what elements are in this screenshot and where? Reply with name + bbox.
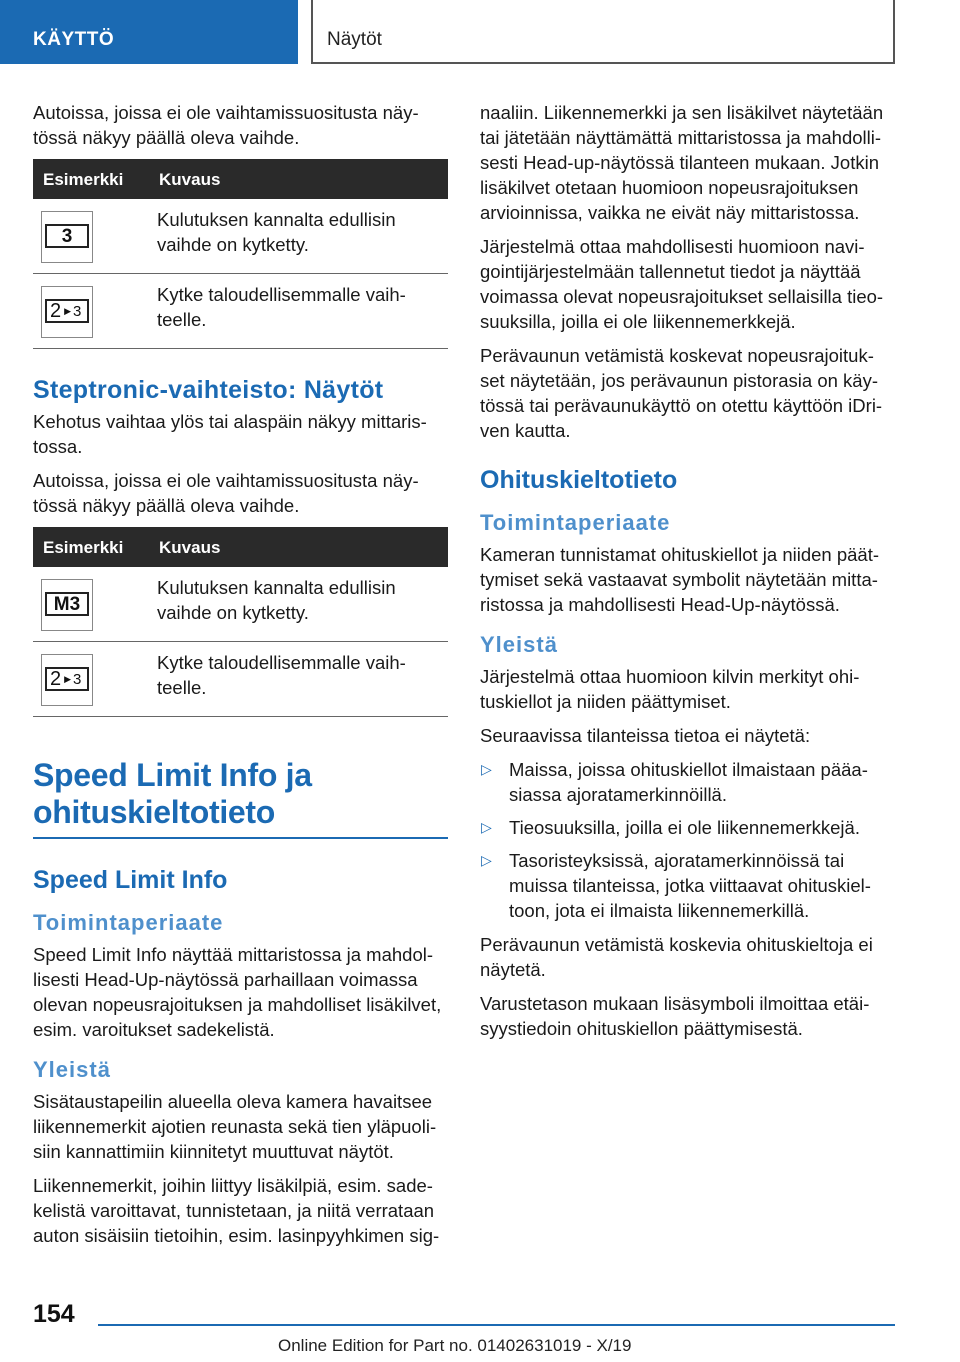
list-item: ▷ Tasoristeyksissä, ajoratamerkinnöissä tai muissa tilanteissa, jotka viittaavat ohituskiel-toon, jota ei ilmaista liikennemerkillä. <box>481 850 871 921</box>
edition-text: Online Edition for Part no. 01402631019 - X/19 <box>278 1336 632 1355</box>
shift-up-icon <box>41 286 93 338</box>
steptronic-paragraph-1: Kehotus vaihtaa ylös tai alaspäin näkyy mittaris-tossa. <box>33 411 427 457</box>
footer-divider <box>98 1324 895 1326</box>
principle-heading: Toimintaperiaate <box>33 910 224 935</box>
table-header-example: Esimerkki <box>33 159 153 199</box>
gear-to: 3 <box>73 670 82 688</box>
general-paragraph-1: Järjestelmä ottaa huomioon kilvin merkityt ohi-tuskiellot ja niiden päättymiset. <box>480 666 860 712</box>
triangle-bullet-icon: ▷ <box>481 852 492 868</box>
gear-label: 3 <box>61 225 73 247</box>
gear-from: 2 <box>50 299 62 322</box>
general-heading: Yleistä <box>33 1057 111 1082</box>
shift-up-icon <box>41 654 93 706</box>
distance-paragraph: Varustetason mukaan lisäsymboli ilmoittaa etäi-syystiedoin ohituskiellon päättymisestä. <box>480 993 870 1039</box>
left-column <box>33 100 448 1257</box>
section-tab: KÄYTTÖ <box>0 0 298 64</box>
table-header-description: Kuvaus <box>153 527 448 567</box>
general-paragraph-2: Seuraavissa tilanteissa tietoa ei näytetä: <box>480 725 811 746</box>
table-cell-text: Kulutuksen kannalta edullisin vaihde on kytketty. <box>153 567 448 642</box>
principle-paragraph: Kameran tunnistamat ohituskiellot ja niiden päät-tymiset sekä vastaavat symbolit näytetään mitta-ristossa ja mahdollisesti Head-Up-näytössä. <box>480 544 880 615</box>
intro-paragraph: Autoissa, joissa ei ole vaihtamissuositusta näy-tössä näkyy päällä oleva vaihde. <box>33 102 419 148</box>
gear-table-2 <box>33 527 448 717</box>
list-item: ▷ Maissa, joissa ohituskiellot ilmaistaan pääa-siassa ajoratamerkinnöillä. <box>481 759 868 805</box>
right-column <box>480 100 896 1050</box>
table-header-description: Kuvaus <box>153 159 448 199</box>
triangle-bullet-icon: ▷ <box>481 819 492 835</box>
table-row <box>33 199 448 274</box>
steptronic-paragraph-2: Autoissa, joissa ei ole vaihtamissuositusta näy-tössä näkyy päällä oleva vaihde. <box>33 470 419 516</box>
page-number: 154 <box>33 1300 75 1328</box>
table-cell-text: Kulutuksen kannalta edullisin vaihde on kytketty. <box>153 199 448 274</box>
paragraph-navigation: Järjestelmä ottaa mahdollisesti huomioon navi-gointijärjestelmään tallennetut tiedot ja näyttää voimassa olevat nopeusrajoitukset sellaisilla tieo-suuksilla, joilla ei ole liikennemerkkejä. <box>480 236 884 332</box>
main-heading: Speed Limit Info ja ohituskieltotieto <box>33 757 448 839</box>
arrow-right-icon: ▶ <box>64 673 72 684</box>
chapter-title: Näytöt <box>311 0 895 64</box>
gear-3-icon <box>41 211 93 263</box>
table-header-example: Esimerkki <box>33 527 153 567</box>
steptronic-heading: Steptronic-vaihteisto: Näytöt <box>33 376 384 404</box>
paragraph-trailer: Perävaunun vetämistä koskevat nopeusrajoituk-set näytetään, jos perävaunun pistorasia on käy-tössä tai perävaunukäyttö on otettu käyttöön iDri-ven kautta. <box>480 345 883 441</box>
table-row <box>33 274 448 349</box>
arrow-right-icon: ▶ <box>64 305 72 316</box>
general-heading: Yleistä <box>480 632 558 657</box>
list-item: ▷ Tieosuuksilla, joilla ei ole liikennemerkkejä. <box>481 817 860 838</box>
sli-heading: Speed Limit Info <box>33 866 228 894</box>
principle-heading: Toimintaperiaate <box>480 510 671 535</box>
triangle-bullet-icon: ▷ <box>481 761 492 777</box>
exceptions-list <box>480 757 896 923</box>
gear-label: M3 <box>53 593 81 615</box>
ohitus-heading: Ohituskieltotieto <box>480 466 678 494</box>
trailer-paragraph: Perävaunun vetämistä koskevia ohituskieltoja ei näytetä. <box>480 934 873 980</box>
gear-from: 2 <box>50 667 62 690</box>
gear-table-1 <box>33 159 448 349</box>
general-paragraph-1: Sisätaustapeilin alueella oleva kamera havaitsee liikennemerkit ajotien reunasta sekä tien yläpuoli-siin kannattimiin kiinnitetyt muuttuvat näytöt. <box>33 1091 437 1162</box>
general-paragraph-2: Liikennemerkit, joihin liittyy lisäkilpiä, esim. sade-kelistä varoittavat, tunnistetaan, ja niitä verrataan auton sisäisiin tietoihin, esim. lasinpyyhkimen sig- <box>33 1175 440 1246</box>
principle-paragraph: Speed Limit Info näyttää mittaristossa ja mahdol-lisesti Head-Up-näytössä parhaillaan voimassa olevan nopeusrajoituksen ja mahdolliset lisäkilvet, esim. varoitukset sadekelistä. <box>33 944 442 1040</box>
table-cell-text: Kytke taloudellisemmalle vaih-teelle. <box>153 642 448 717</box>
paragraph-continued: naaliin. Liikennemerkki ja sen lisäkilvet näytetään tai jätetään näyttämättä mittaristossa ja mahdolli-sesti Head-up-näytössä tilanteen mukaan. Jotkin lisäkilvet otetaan huomioon nopeusrajoituksen arvioinnissa, vaikka ne eivät näy mittaristossa. <box>480 102 884 223</box>
gear-to: 3 <box>73 302 82 320</box>
table-row <box>33 642 448 717</box>
gear-m3-icon <box>41 579 93 631</box>
table-row <box>33 567 448 642</box>
table-cell-text: Kytke taloudellisemmalle vaih-teelle. <box>153 274 448 349</box>
